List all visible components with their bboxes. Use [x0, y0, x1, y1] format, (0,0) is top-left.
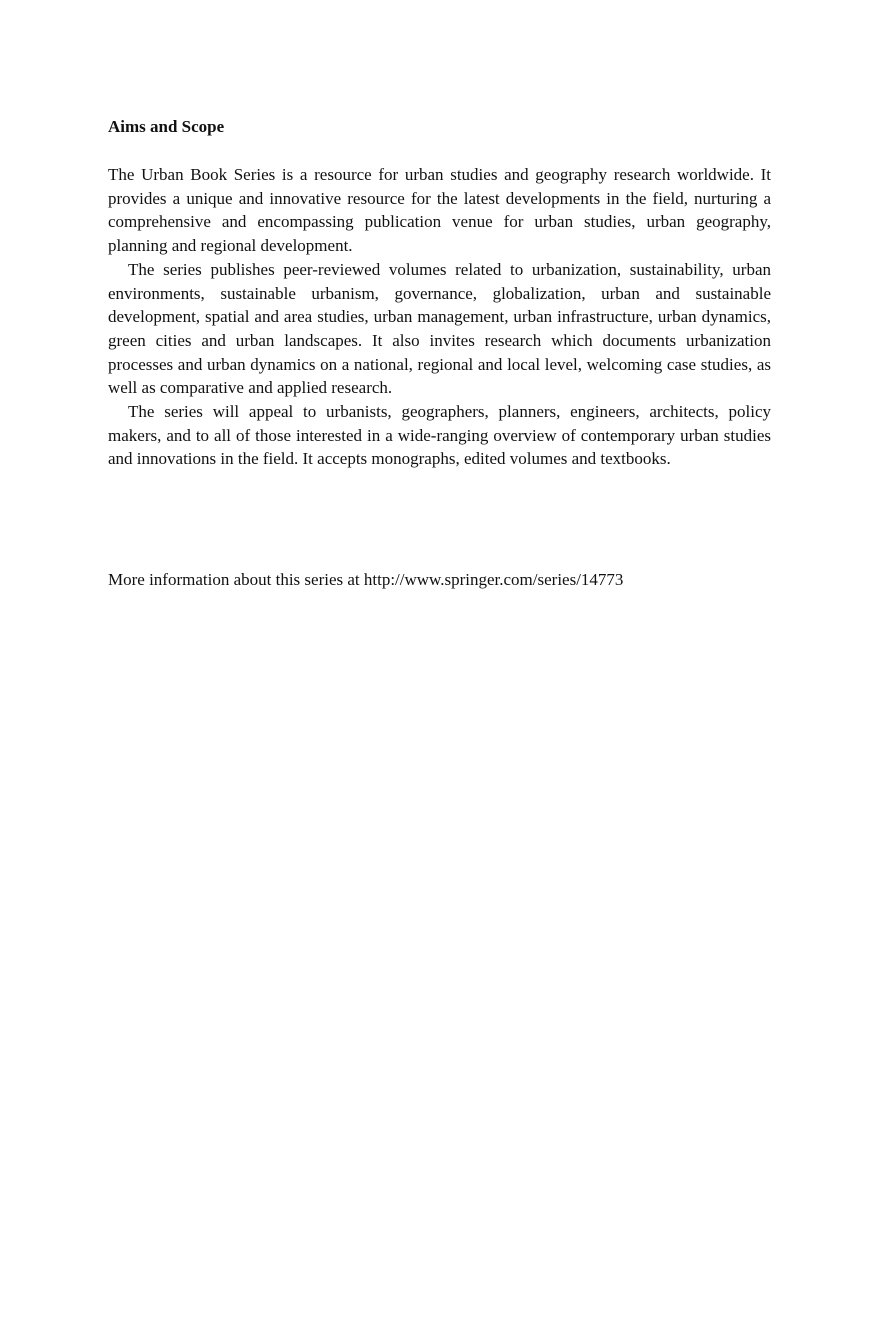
- paragraph-intro: The Urban Book Series is a resource for urban studies and geography research worldwide. It provides a unique and innovative resource for the latest developments in the field, nurturing a comprehensive and encompassing publication venue for urban studies, urban geography, planning and regional development.: [108, 165, 771, 256]
- paragraph-audience: The series will appeal to urbanists, geographers, planners, engineers, architects, policy makers, and to all of those interested in a wide-ranging overview of contemporary urban studies and innovations in the field. It accepts monographs, edited volumes and textbooks.: [108, 402, 771, 469]
- aims-and-scope-section: [108, 115, 771, 471]
- paragraph-topics: The series publishes peer-reviewed volumes related to urbanization, sustainability, urban environments, sustainable urbanism, governance, globalization, urban and sustainable development, spatial and area studies, urban management, urban infrastructure, urban dynamics, green cities and urban landscapes. It also invites research which documents urbanization processes and urban dynamics on a national, regional and local level, welcoming case studies, as well as comparative and applied research.: [108, 259, 771, 398]
- series-url-link[interactable]: http://www.springer.com/series/14773: [363, 570, 624, 589]
- more-information-line: [108, 568, 771, 592]
- more-information-text: More information about this series at: [108, 570, 364, 589]
- section-heading: Aims and Scope: [108, 117, 225, 136]
